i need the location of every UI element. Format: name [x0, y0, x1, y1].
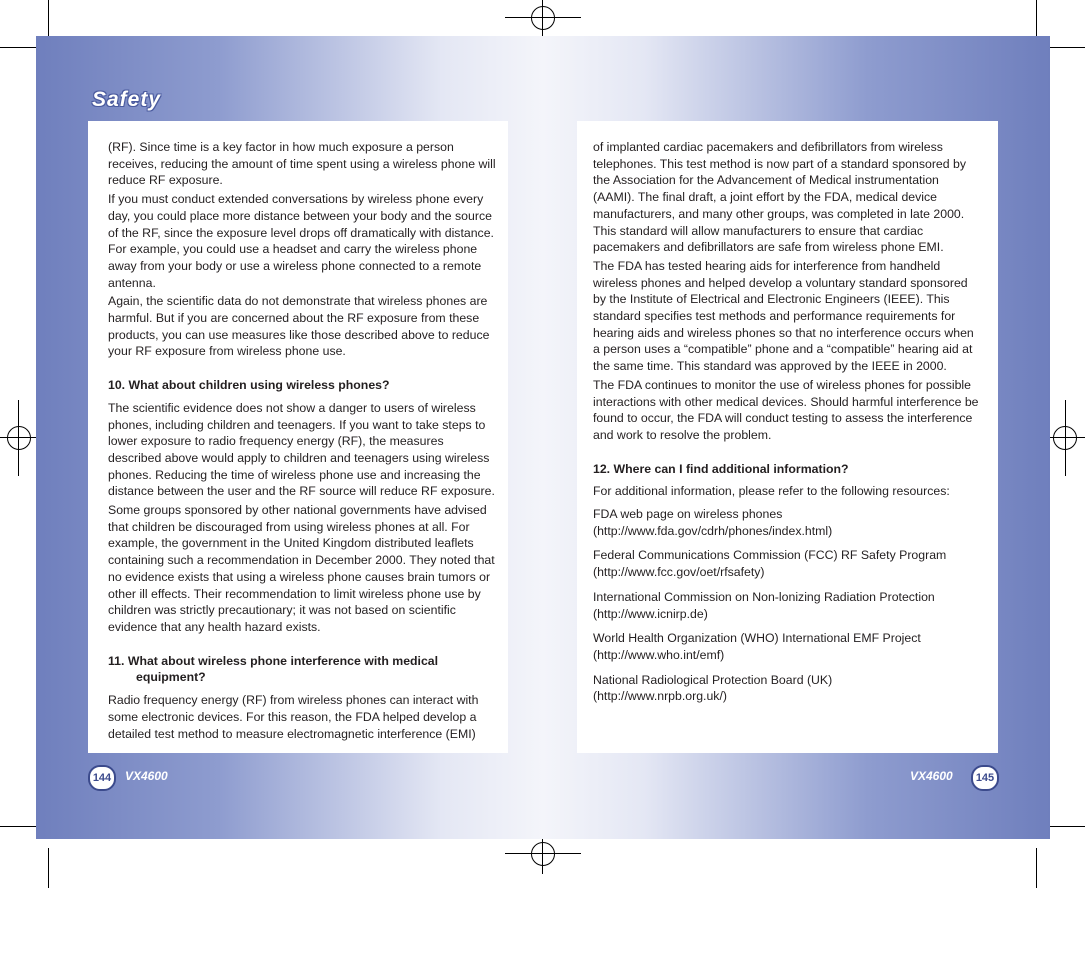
question-heading: 12. Where can I find additional information? — [593, 461, 849, 476]
resource-url[interactable]: (http://www.icnirp.de) — [593, 606, 708, 621]
spacer — [108, 638, 496, 653]
registration-mark — [531, 6, 555, 30]
crop-mark — [0, 826, 38, 827]
model-label-left: VX4600 — [125, 769, 168, 783]
resource-item — [593, 547, 983, 580]
resource-url[interactable]: (http://www.fda.gov/cdrh/phones/index.html) — [593, 523, 833, 538]
resource-item — [593, 589, 983, 622]
crop-mark — [1065, 400, 1066, 476]
body-paragraph: of implanted cardiac pacemakers and defibrillators from wireless telephones. This test method is now part of a standard sponsored by the Association for the Advancement of Medical instrumentation (AAMI). The final draft, a joint effort by the FDA, medical device manufacturers, and many other groups, was completed in late 2000. This standard will allow manufacturers to ensure that cardiac pacemakers and defibrillators are safe from wireless phone EMI. — [593, 140, 967, 255]
section-title: Safety — [92, 88, 162, 111]
body-paragraph: Radio frequency energy (RF) from wireless phones can interact with some electronic devices. For this reason, the FDA helped develop a detailed test method to measure electromagnetic interference (EMI) — [108, 693, 479, 741]
body-paragraph: For additional information, please refer to the following resources: — [593, 484, 950, 499]
page-number-right: 145 — [971, 765, 999, 791]
resource-name: National Radiological Protection Board (UK) — [593, 672, 833, 687]
resource-item — [593, 672, 983, 705]
crop-mark — [505, 17, 581, 18]
registration-mark — [7, 426, 31, 450]
resource-name: International Commission on Non-lonizing Radiation Protection — [593, 589, 935, 604]
question-heading: 11. What about wireless phone interference with medical equipment? — [108, 653, 439, 685]
crop-mark — [48, 0, 49, 38]
crop-mark — [18, 400, 19, 476]
crop-mark — [542, 0, 543, 36]
body-paragraph: The FDA continues to monitor the use of wireless phones for possible interactions with other medical devices. Should harmful interference be found to occur, the FDA will conduct testing to assess the interference and work to resolve the problem. — [593, 377, 979, 442]
page-number-left: 144 — [88, 765, 116, 791]
resource-name: FDA web page on wireless phones — [593, 507, 783, 522]
crop-mark — [1036, 848, 1037, 888]
crop-mark — [48, 848, 49, 888]
crop-mark — [542, 838, 543, 874]
left-column-text — [108, 139, 496, 744]
resource-url[interactable]: (http://www.who.int/emf) — [593, 647, 725, 662]
resource-list — [593, 506, 983, 705]
body-paragraph: The scientific evidence does not show a danger to users of wireless phones, including children and teenagers. If you want to take steps to lower exposure to radio frequency energy (RF), the measures described above would apply to children and teenagers using wireless phones. Reducing the time of wireless phone use and increasing the distance between the user and the RF source will reduce RF exposure. — [108, 400, 495, 499]
body-paragraph: (RF). Since time is a key factor in how much exposure a person receives, reducing the amount of time spent using a wireless phone will reduce RF exposure. — [108, 140, 496, 188]
crop-mark — [505, 853, 581, 854]
resource-item — [593, 630, 983, 663]
resource-item — [593, 506, 983, 539]
right-column-text — [593, 139, 983, 713]
model-label-right: VX4600 — [910, 769, 953, 783]
body-paragraph: If you must conduct extended conversations by wireless phone every day, you could place more distance between your body and the source of the RF, since the exposure level drops off dramatically with distance. For example, you could use a headset and carry the wireless phone away from your body or use a wireless phone connected to a remote antenna. — [108, 192, 494, 290]
spacer — [108, 362, 496, 377]
body-paragraph: Some groups sponsored by other national governments have advised that children be discouraged from using wireless phones at all. For example, the government in the United Kingdom distributed leaflets containing such a recommendation in December 2000. They noted that no evidence exists that using a wireless phone causes brain tumors or other ill effects. Their recommendation to limit wireless phone use by children was strictly precautionary; it was not based on scientific evidence that any health hazard exists. — [108, 503, 495, 634]
crop-mark — [1036, 0, 1037, 38]
resource-url[interactable]: (http://www.fcc.gov/oet/rfsafety) — [593, 565, 765, 580]
resource-name: Federal Communications Commission (FCC) RF Safety Program — [593, 548, 947, 563]
crop-mark — [1047, 826, 1085, 827]
resource-url[interactable]: (http://www.nrpb.org.uk/) — [593, 689, 727, 704]
crop-mark — [1047, 47, 1085, 48]
spacer — [593, 446, 983, 461]
body-paragraph: Again, the scientific data do not demonstrate that wireless phones are harmful. But if you are concerned about the RF exposure from these products, you can use measures like those described above to reduce your RF exposure from wireless phone use. — [108, 294, 490, 359]
registration-mark — [531, 842, 555, 866]
crop-mark — [1050, 437, 1085, 438]
resource-name: World Health Organization (WHO) International EMF Project — [593, 631, 921, 646]
body-paragraph: The FDA has tested hearing aids for interference from handheld wireless phones and helped develop a voluntary standard sponsored by the Institute of Electrical and Electronic Engineers (IEEE). This standard specifies test methods and performance requirements for hearing aids and wireless phones so that no interference occurs when a person uses a “compatible” phone and a “compatible” hearing aid at the same time. This standard was approved by the IEEE in 2000. — [593, 258, 974, 374]
crop-mark — [0, 47, 38, 48]
question-heading: 10. What about children using wireless phones? — [108, 378, 390, 393]
